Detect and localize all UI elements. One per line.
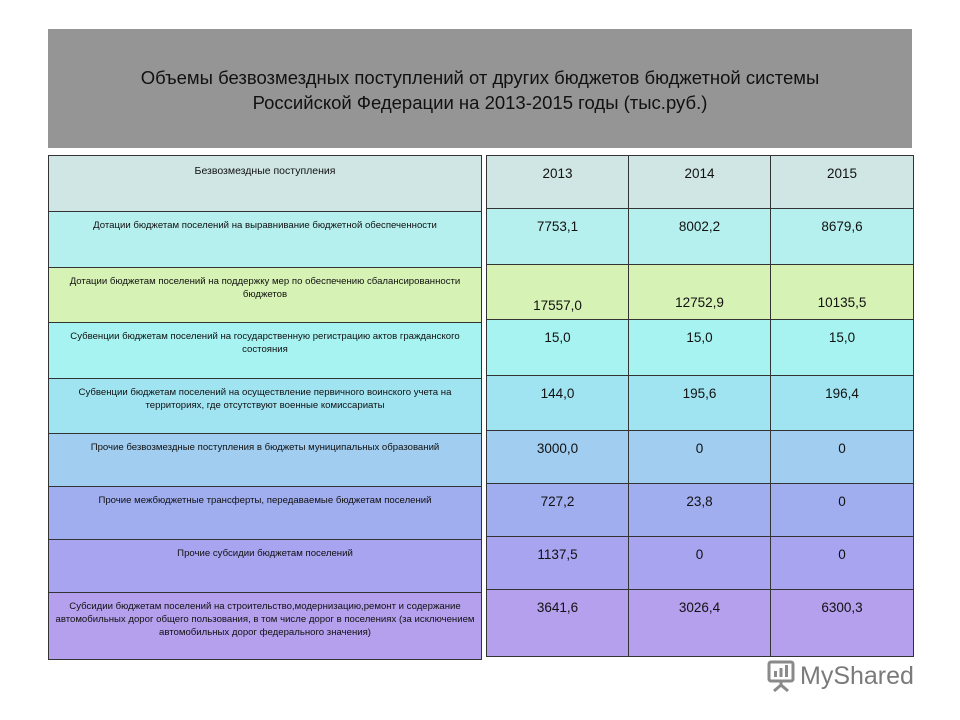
values-row (487, 431, 914, 484)
category-cell: Субсидии бюджетам поселений на строительство,модернизацию,ремонт и содержание автомобильных дорог общего пользования, в том числе дорог в поселениях (за исключением автомобильных дорог федерального значения) (49, 593, 482, 660)
value-cell: 8679,6 (771, 209, 914, 265)
value-cell: 144,0 (487, 376, 629, 431)
value-cell: 0 (629, 537, 771, 590)
value-cell: 0 (771, 484, 914, 537)
category-row (49, 487, 482, 540)
title-line-1: Объемы безвозмездных поступлений от других бюджетов бюджетной системы (140, 66, 820, 88)
values-row (487, 537, 914, 590)
logo-text: MyShared (800, 661, 914, 690)
category-row (49, 434, 482, 487)
values-row (487, 320, 914, 376)
category-cell: Дотации бюджетам поселений на выравнивание бюджетной обеспеченности (49, 212, 482, 268)
category-cell: Прочие субсидии бюджетам поселений (49, 540, 482, 593)
category-cell: Субвенции бюджетам поселений на государственную регистрацию актов гражданского состояния (49, 323, 482, 379)
category-header-cell: Безвозмездные поступления (49, 156, 482, 212)
myshared-logo[interactable] (766, 656, 926, 696)
category-row (49, 540, 482, 593)
values-row (487, 484, 914, 537)
value-cell: 15,0 (771, 320, 914, 376)
title-band (48, 29, 912, 148)
values-row (487, 265, 914, 320)
value-cell: 727,2 (487, 484, 629, 537)
category-row (49, 593, 482, 660)
category-cell: Дотации бюджетам поселений на поддержку мер по обеспечению сбалансированности бюджетов (49, 268, 482, 323)
value-cell: 0 (771, 537, 914, 590)
category-row (49, 268, 482, 323)
presentation-board-icon (766, 659, 796, 693)
category-row (49, 323, 482, 379)
title-line-2: Российской Федерации на 2013-2015 годы (тыс.руб.) (252, 91, 708, 113)
category-row (49, 379, 482, 434)
year-header-cell: 2015 (771, 156, 914, 209)
slide-title (141, 63, 820, 115)
value-cell: 23,8 (629, 484, 771, 537)
category-header-row (49, 156, 482, 212)
value-cell: 3000,0 (487, 431, 629, 484)
values-row (487, 209, 914, 265)
year-header-cell: 2013 (487, 156, 629, 209)
value-cell: 8002,2 (629, 209, 771, 265)
value-cell: 3026,4 (629, 590, 771, 657)
category-cell: Субвенции бюджетам поселений на осуществление первичного воинского учета на территориях, где отсутствуют военные комиссариаты (49, 379, 482, 434)
value-cell: 1137,5 (487, 537, 629, 590)
category-cell: Прочие межбюджетные трансферты, передаваемые бюджетам поселений (49, 487, 482, 540)
category-row (49, 212, 482, 268)
value-cell: 10135,5 (771, 265, 914, 320)
value-cell: 12752,9 (629, 265, 771, 320)
value-cell: 17557,0 (487, 265, 629, 320)
value-cell: 196,4 (771, 376, 914, 431)
value-cell: 195,6 (629, 376, 771, 431)
year-header-row (487, 156, 914, 209)
value-cell: 15,0 (487, 320, 629, 376)
value-cell: 15,0 (629, 320, 771, 376)
value-cell: 3641,6 (487, 590, 629, 657)
category-cell: Прочие безвозмездные поступления в бюджеты муниципальных образований (49, 434, 482, 487)
value-cell: 6300,3 (771, 590, 914, 657)
values-row (487, 376, 914, 431)
year-header-cell: 2014 (629, 156, 771, 209)
category-table (48, 155, 482, 660)
value-cell: 7753,1 (487, 209, 629, 265)
value-cell: 0 (771, 431, 914, 484)
values-row (487, 590, 914, 657)
values-table (486, 155, 914, 657)
value-cell: 0 (629, 431, 771, 484)
